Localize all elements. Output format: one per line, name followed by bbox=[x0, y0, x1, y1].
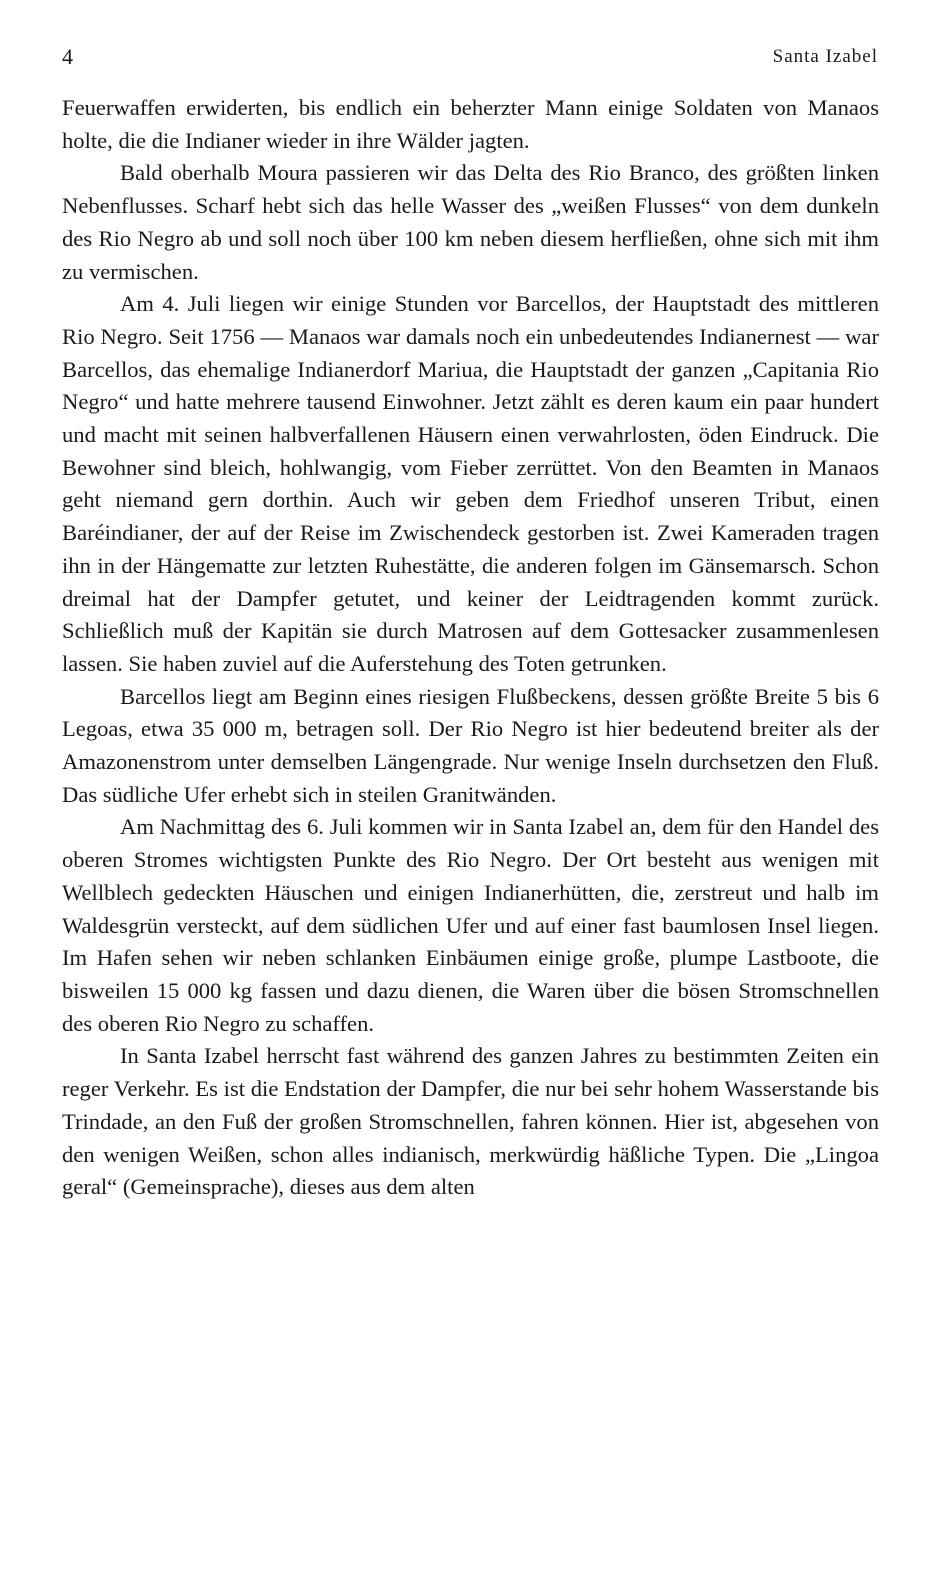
paragraph-santa-izabel-traffic: In Santa Izabel herrscht fast während des ganzen Jahres zu bestimmten Zeiten ein reger Verkehr. Es ist die Endstation der Dampfer, die nur bei sehr hohem Wasserstande bis Trindade, an den Fuß der großen Stromschnellen, fahren können. Hier ist, abgesehen von den wenigen Weißen, schon alles indianisch, merkwürdig häßliche Typen. Die „Lingoa geral“ (Gemeinsprache), dieses aus dem alten bbox=[62, 1043, 879, 1200]
running-title: Santa Izabel bbox=[772, 46, 878, 67]
paragraph-continuation: Feuerwaffen erwiderten, bis endlich ein beherzter Mann einige Soldaten von Manaos holte, die die Indianer wieder in ihre Wälder jagten. bbox=[62, 95, 879, 153]
page-number: 4 bbox=[62, 44, 74, 69]
paragraph-river-basin: Barcellos liegt am Beginn eines riesigen Flußbeckens, dessen größte Breite 5 bis 6 Legoas, etwa 35 000 m, betragen soll. Der Rio Negro ist hier bedeutend breiter als der Amazonenstrom unter demselben Längengrade. Nur wenige Inseln durchsetzen den Fluß. Das südliche Ufer erhebt sich in steilen Granitwänden. bbox=[62, 683, 879, 807]
page-header bbox=[62, 44, 878, 72]
body-text bbox=[62, 92, 879, 1204]
paragraph-santa-izabel-arrival: Am Nachmittag des 6. Juli kommen wir in Santa Izabel an, dem für den Handel des oberen Stromes wichtigsten Punkte des Rio Negro. Der Ort besteht aus wenigen mit Wellblech gedeckten Häuschen und einigen Indianerhütten, die, zerstreut und halb im Waldesgrün versteckt, auf dem südlichen Ufer und auf einer fast baumlosen Insel liegen. Im Hafen sehen wir neben schlanken Einbäumen einige große, plumpe Lastboote, die bisweilen 15 000 kg fassen und dazu dienen, die Waren über die bösen Stromschnellen des oberen Rio Negro zu schaffen. bbox=[62, 814, 879, 1036]
paragraph-barcellos-visit: Am 4. Juli liegen wir einige Stunden vor Barcellos, der Hauptstadt des mittleren Rio Negro. Seit 1756 — Manaos war damals noch ein unbedeutendes Indianernest — war Barcellos, das ehemalige Indianerdorf Mariua, die Hauptstadt der ganzen „Capitania Rio Negro“ und hatte mehrere tausend Einwohner. Jetzt zählt es deren kaum ein paar hundert und macht mit seinen halbverfallenen Häusern einen verwahrlosten, öden Eindruck. Die Bewohner sind bleich, hohlwangig, vom Fieber zerrüttet. Von den Beamten in Manaos geht niemand gern dorthin. Auch wir geben dem Friedhof unseren Tribut, einen Baréindianer, der auf der Reise im Zwischendeck gestorben ist. Zwei Kameraden tragen ihn in der Hängematte zur letzten Ruhestätte, die anderen folgen im Gänsemarsch. Schon dreimal hat der Dampfer getutet, und keiner der Leidtragenden kommt zurück. Schließlich muß der Kapitän sie durch Matrosen auf dem Gottesacker zusammenlesen lassen. Sie haben zuviel auf die Auferstehung des Toten getrunken. bbox=[62, 291, 879, 676]
paragraph-rio-branco: Bald oberhalb Moura passieren wir das Delta des Rio Branco, des größten linken Nebenflusses. Scharf hebt sich das helle Wasser des „weißen Flusses“ von dem dunkeln des Rio Negro ab und soll noch über 100 km neben diesem herfließen, ohne sich mit ihm zu vermischen. bbox=[62, 160, 879, 284]
